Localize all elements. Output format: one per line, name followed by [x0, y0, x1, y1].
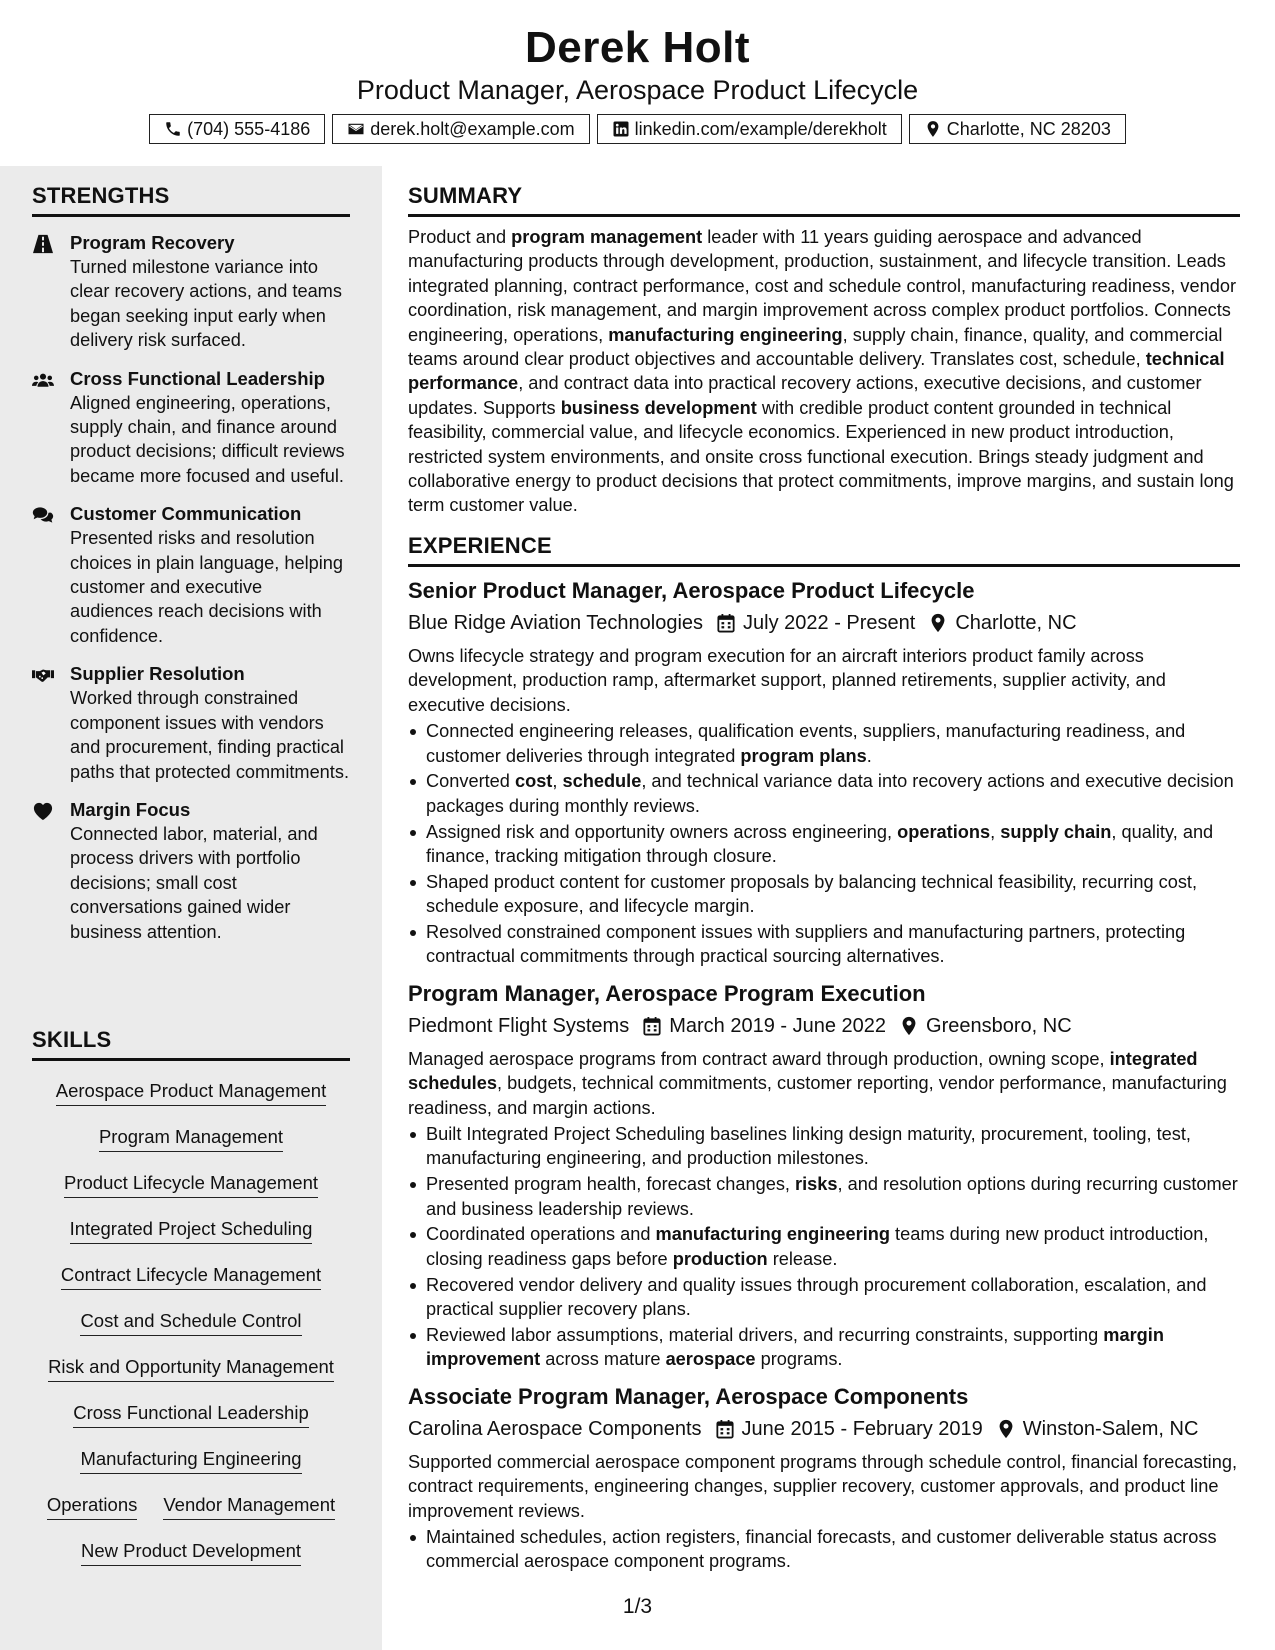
job-title: Senior Product Manager, Aerospace Product Lifecycle	[408, 578, 975, 603]
strength-desc: Turned milestone variance into clear recovery actions, and teams began seeking input early when delivery risk surfaced.	[70, 257, 342, 351]
summary-text: Product and program management leader with 11 years guiding aerospace and advanced manufacturing products through development, production, sustainment, and lifecycle transition. Leads integrated planning, contract performance, cost and schedule control, manufacturing readiness, vendor coordination, risk management, and margin improvement across complex product portfolios. Connects engineering, operations, manufacturing engineering, supply chain, finance, quality, and commercial teams around clear product objectives and accountable delivery. Translates cost, schedule, technical performance, and contract data into practical recovery actions, executive decisions, and customer updates. Supports business development with credible product content grounded in technical feasibility, commercial value, and lifecycle economics. Experienced in new product introduction, restricted system environments, and onsite cross functional execution. Brings steady judgment and collaborative energy to product decisions that protect commitments, improve margins, and sustain long term customer value.	[408, 227, 1237, 516]
calendar-icon	[716, 1419, 734, 1439]
list-item: Resolved constrained component issues with suppliers and manufacturing partners, protecting contractual commitments through practical sourcing alternatives.	[408, 920, 1240, 969]
phone-icon	[164, 120, 182, 138]
skill-tag: Product Lifecycle Management	[64, 1171, 318, 1198]
list-item: Built Integrated Project Scheduling baselines linking design maturity, procurement, tooling, test, manufacturing engineering, and production milestones.	[408, 1122, 1240, 1171]
strength-item	[32, 662, 350, 784]
job-bullets	[408, 719, 1240, 969]
emphasis-text: program plans	[740, 745, 867, 766]
contact-linkedin[interactable]	[597, 114, 902, 144]
skill-tag: Program Management	[99, 1125, 283, 1152]
emphasis-text: supply chain	[1000, 821, 1112, 842]
job-dates: March 2019 - June 2022	[669, 1014, 887, 1037]
emphasis-text: margin improvement	[426, 1324, 1164, 1370]
contact-location[interactable]	[909, 114, 1126, 144]
skill-tag: Integrated Project Scheduling	[70, 1217, 313, 1244]
summary-section	[408, 182, 1240, 518]
contact-bar	[0, 114, 1275, 144]
calendar-icon	[717, 613, 735, 633]
list-item: Coordinated operations and manufacturing engineering teams during new product introduction, closing readiness gaps before production release.	[408, 1222, 1240, 1271]
summary-heading: SUMMARY	[408, 182, 1240, 217]
strength-item	[32, 231, 350, 353]
strength-title: Program Recovery	[70, 232, 235, 253]
strength-item	[32, 502, 350, 648]
strength-desc: Worked through constrained component issues with vendors and procurement, finding practical paths that protected commitments.	[70, 688, 350, 782]
map-pin-icon	[900, 1016, 918, 1036]
emphasis-text: production	[672, 1248, 768, 1269]
emphasis-text: cost	[514, 771, 553, 792]
skill-tag: Operations	[47, 1493, 138, 1520]
job-meta	[408, 1011, 1240, 1041]
contact-phone-text: (704) 555-4186	[187, 119, 311, 139]
list-item: Shaped product content for customer proposals by balancing technical feasibility, recurring cost, schedule exposure, and lifecycle margin.	[408, 870, 1240, 919]
job-bullets	[408, 1122, 1240, 1372]
contact-email-text: derek.holt@example.com	[370, 119, 575, 139]
skills-heading: SKILLS	[32, 1026, 350, 1061]
job-entry	[408, 576, 1240, 969]
emphasis-text: technical performance	[408, 349, 1225, 394]
list-item: Presented program health, forecast changes, risks, and resolution options during recurring customer and business leadership reviews.	[408, 1172, 1240, 1221]
contact-location-text: Charlotte, NC 28203	[946, 119, 1111, 139]
job-location: Winston-Salem, NC	[1022, 1417, 1199, 1440]
handshake-icon	[32, 662, 70, 784]
skill-tag: Manufacturing Engineering	[80, 1447, 301, 1474]
job-meta	[408, 608, 1240, 638]
emphasis-text: schedule	[562, 771, 642, 792]
main-content	[408, 166, 1240, 1650]
job-company: Piedmont Flight Systems	[408, 1014, 630, 1037]
skill-tag: Cross Functional Leadership	[73, 1401, 309, 1428]
map-pin-icon	[929, 613, 947, 633]
list-item: Recovered vendor delivery and quality issues through procurement collaboration, escalation, and practical supplier recovery plans.	[408, 1273, 1240, 1322]
linkedin-icon	[612, 120, 630, 138]
job-company: Blue Ridge Aviation Technologies	[408, 612, 704, 634]
strength-desc: Aligned engineering, operations, supply chain, and finance around product decisions; difficult reviews became more focused and useful.	[70, 392, 345, 486]
sidebar	[0, 166, 382, 1650]
emphasis-text: business development	[560, 397, 757, 418]
list-item: Converted cost, schedule, and technical variance data into recovery actions and executive decision packages during monthly reviews.	[408, 769, 1240, 818]
map-pin-icon	[997, 1419, 1015, 1439]
job-location: Charlotte, NC	[955, 612, 1077, 634]
candidate-headline: Product Manager, Aerospace Product Lifecycle	[356, 75, 919, 105]
job-entry	[408, 1382, 1240, 1574]
job-description: Managed aerospace programs from contract award through production, owning scope, integrated schedules, budgets, technical commitments, customer reporting, vendor performance, manufacturing readiness, and margin actions.	[408, 1048, 1227, 1118]
strengths-section	[32, 182, 350, 944]
skill-tag: Risk and Opportunity Management	[48, 1355, 334, 1382]
emphasis-text: operations	[897, 821, 991, 842]
strength-title: Margin Focus	[70, 798, 191, 820]
experience-heading: EXPERIENCE	[408, 532, 1240, 567]
skill-tag: Aerospace Product Management	[56, 1079, 326, 1106]
strength-item	[32, 798, 350, 944]
heart-icon	[32, 798, 70, 944]
job-title: Associate Program Manager, Aerospace Components	[408, 1383, 969, 1409]
job-company: Carolina Aerospace Components	[408, 1417, 702, 1440]
job-meta	[408, 1414, 1240, 1444]
job-location: Greensboro, NC	[926, 1014, 1072, 1037]
job-description: Owns lifecycle strategy and program execution for an aircraft interiors product family across development, production ramp, aftermarket support, planned retirements, supplier activity, and executive decisions.	[408, 646, 1166, 715]
contact-linkedin-text: linkedin.com/example/derekholt	[634, 119, 887, 139]
list-item: Reviewed labor assumptions, material drivers, and recurring constraints, supporting margin improvement across mature aerospace programs.	[408, 1323, 1240, 1372]
strength-desc: Presented risks and resolution choices in plain language, helping customer and executive audiences reach decisions with confidence.	[70, 528, 344, 646]
emphasis-text: manufacturing engineering	[655, 1224, 890, 1245]
emphasis-text: program management	[511, 227, 703, 247]
contact-phone[interactable]	[149, 114, 325, 144]
job-dates: June 2015 - February 2019	[741, 1417, 983, 1440]
strength-title: Supplier Resolution	[70, 663, 245, 685]
emphasis-text: manufacturing engineering	[608, 324, 843, 345]
emphasis-text: risks	[795, 1174, 838, 1195]
skills-list	[32, 1067, 350, 1566]
map-pin-icon	[924, 120, 942, 138]
job-dates: July 2022 - Present	[743, 612, 916, 634]
comments-icon	[32, 502, 70, 648]
strengths-heading: STRENGTHS	[32, 182, 350, 217]
skills-section	[32, 1026, 350, 1566]
resume-header	[0, 0, 1275, 166]
job-entry	[408, 979, 1240, 1372]
strength-item	[32, 367, 350, 489]
contact-email[interactable]	[332, 114, 589, 144]
users-icon	[32, 367, 70, 489]
experience-section	[408, 532, 1240, 1574]
job-description: Supported commercial aerospace component programs through schedule control, financial forecasting, contract requirements, engineering changes, supplier recovery, customer approvals, and product line improvement reviews.	[408, 1451, 1237, 1521]
page-number	[0, 1595, 1275, 1619]
skill-tag: New Product Development	[81, 1539, 301, 1566]
envelope-icon	[347, 120, 365, 138]
job-bullets	[408, 1525, 1240, 1574]
skill-tag: Vendor Management	[163, 1493, 335, 1520]
candidate-name: Derek Holt	[524, 23, 751, 72]
list-item: Connected engineering releases, qualification events, suppliers, manufacturing readiness, and customer deliveries through integrated program plans.	[408, 719, 1240, 768]
emphasis-text: aerospace	[665, 1349, 756, 1370]
skill-tag: Contract Lifecycle Management	[61, 1263, 321, 1290]
calendar-icon	[643, 1016, 661, 1036]
list-item: Assigned risk and opportunity owners across engineering, operations, supply chain, quality, and finance, tracking mitigation through closure.	[408, 820, 1240, 869]
list-item: Maintained schedules, action registers, financial forecasts, and customer deliverable status across commercial aerospace component programs.	[408, 1525, 1240, 1574]
strength-desc: Connected labor, material, and process drivers with portfolio decisions; small cost conversations gained wider business attention.	[70, 823, 318, 942]
job-title: Program Manager, Aerospace Program Execution	[408, 980, 926, 1006]
strength-title: Customer Communication	[70, 503, 302, 525]
page-number-text: 1/3	[622, 1595, 653, 1618]
emphasis-text: integrated schedules	[408, 1048, 1198, 1094]
skill-tag: Cost and Schedule Control	[80, 1309, 301, 1336]
road-icon	[32, 231, 70, 353]
strength-title: Cross Functional Leadership	[70, 367, 325, 389]
